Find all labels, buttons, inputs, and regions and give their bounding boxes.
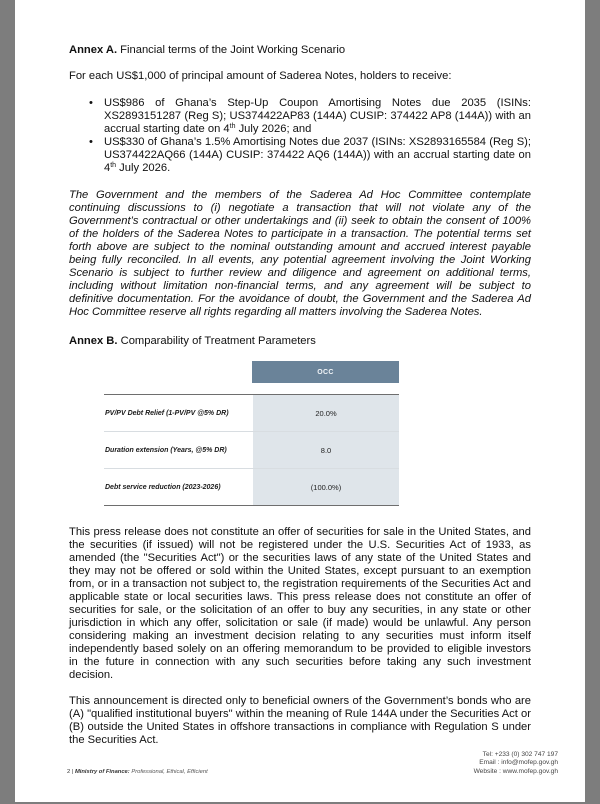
disclaimer-paragraph: This press release does not constitute an offer of securities for sale in the United States, and the securities (if issued) will not be registered under the U.S. Securities Act of 1933, as amended (the "Securities Act") or the securities laws of any state of the United States and they may not be offered or sold within the United States, except pursuant to an exemption from, or in a transaction not subject to, the registration requirements of the Securities Act and applicable state or local securities laws. This press release does not constitute an offer of securities for sale, or the solicitation of an offer to buy any securities, in any state or other jurisdiction in which any offer, solicitation or sale (if made) would be unlawful. Any person considering making an investment decision relating to any securities must inform itself independently based solely on an offering memorandum to be provided to eligible investors in the future in connection with any such securities before taking any such investment decision. (69, 526, 531, 681)
footer-website: Website : www.mofep.gov.gh (473, 767, 558, 775)
ordinal-suffix: th (110, 162, 117, 169)
annex-b-label: Annex B. (69, 335, 118, 347)
ordinal-suffix: th (229, 123, 236, 130)
annex-a-bullet-list (69, 97, 531, 175)
table-body (104, 394, 399, 506)
row-value: (100.0%) (253, 469, 399, 505)
footer-email: Email : info@mofep.gov.gh (479, 759, 558, 767)
ministry-motto: Professional, Ethical, Efficient (129, 769, 208, 775)
column-header-occ: OCC (252, 361, 399, 383)
ministry-name: Ministry of Finance: (74, 769, 130, 775)
bullet-icon: • (89, 136, 93, 148)
comparability-table (69, 361, 531, 511)
annex-a-title: Financial terms of the Joint Working Scenario (117, 44, 346, 56)
document-page (15, 0, 585, 802)
list-item (69, 136, 531, 175)
footer-tel: Tel: +233 (0) 302 747 197 (482, 751, 558, 758)
row-value: 20.0% (253, 395, 399, 431)
bullet-text-end: July 2026. (116, 162, 171, 174)
annex-b-title: Comparability of Treatment Parameters (117, 335, 316, 347)
annex-a-heading (69, 44, 531, 57)
bullet-text-end: July 2026; and (235, 123, 312, 135)
bullet-text: US$330 of Ghana’s 1.5% Amortising Notes due 2037 (ISINs: XS2893165584 (Reg S); US374422AQ66 (144A) CUSIP: 374422 AQ6 (144A)) with an accrual starting date on 4 (104, 136, 531, 174)
table-row (104, 468, 399, 505)
row-label: PV/PV Debt Relief (1-PV/PV @5% DR) (105, 409, 229, 417)
annex-a-intro: For each US$1,000 of principal amount of Saderea Notes, holders to receive: (69, 70, 452, 82)
page-number: 2 | (67, 769, 75, 775)
table-row (104, 431, 399, 468)
list-item (69, 97, 531, 136)
bullet-icon: • (89, 97, 93, 109)
footer-contact (474, 751, 558, 776)
annex-b-heading (69, 335, 531, 348)
row-value: 8.0 (253, 432, 399, 468)
row-label: Duration extension (Years, @5% DR) (105, 446, 227, 454)
annex-a-label: Annex A. (69, 44, 118, 56)
footer-page-label (67, 769, 208, 775)
committee-paragraph: The Government and the members of the Saderea Ad Hoc Committee contemplate continuing discussions to (i) negotiate a transaction that will not violate any of the Government’s contractual or other undertakings and (ii) seek to obtain the consent of 100% of the holders of the Saderea Notes to participate in a transaction. The potential terms set forth above are subject to the nominal outstanding amount and accrued interest payable being fully reconciled. In all events, any potential agreement involving the Joint Working Scenario is subject to further review and diligence and agreement on additional terms, including without limitation non-financial terms, and any agreement will be subject to definitive documentation. For the avoidance of doubt, the Government and the Saderea Ad Hoc Committee reserve all rights regarding all matters involving the Saderea Notes. (69, 189, 531, 318)
bullet-text: US$986 of Ghana’s Step-Up Coupon Amortising Notes due 2035 (ISINs: XS2893151287 (Reg S); US374422AP83 (144A) CUSIP: 374422 AP8 (144A)) with an accrual starting date on 4 (104, 97, 531, 135)
row-label: Debt service reduction (2023-2026) (105, 483, 221, 491)
page-content (69, 44, 531, 747)
announcement-paragraph: This announcement is directed only to beneficial owners of the Government’s bonds who are (A) "qualified institutional buyers" within the meaning of Rule 144A under the Securities Act or (B) outside the United States in offshore transactions in compliance with Regulation S under the Securities Act. (69, 695, 531, 746)
table-row (104, 395, 399, 431)
